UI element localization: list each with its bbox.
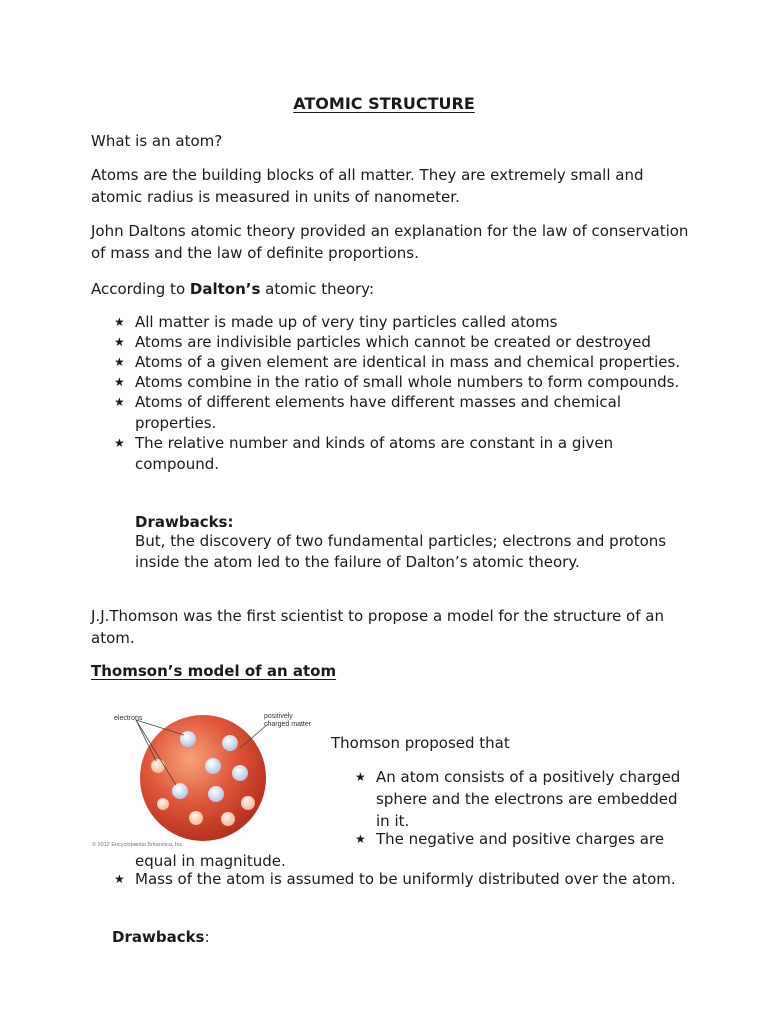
electron bbox=[221, 812, 235, 826]
star-bullet-icon: ★ bbox=[355, 832, 366, 846]
thomson-heading: Thomson’s model of an atom bbox=[91, 662, 337, 680]
electrons-label: electrons bbox=[114, 715, 143, 722]
question-text: What is an atom? bbox=[91, 132, 223, 150]
drawbacks-text: But, the discovery of two fundamental particles; electrons and protons inside the atom led to the failure of Dalton’s atomic theory. bbox=[135, 532, 667, 571]
star-bullet-icon: ★ bbox=[355, 770, 366, 784]
thomson-point2-continued: equal in magnitude. bbox=[135, 852, 286, 870]
drawbacks-heading-2: Drawbacks: bbox=[112, 928, 210, 946]
list-item: ★ All matter is made up of very tiny particles called atoms bbox=[114, 313, 558, 331]
star-bullet-icon: ★ bbox=[114, 315, 125, 329]
electron bbox=[151, 759, 165, 773]
thomson-atom-figure bbox=[88, 706, 328, 854]
electron bbox=[208, 786, 224, 802]
positive-sphere bbox=[140, 715, 266, 841]
electron bbox=[157, 798, 169, 810]
star-bullet-icon: ★ bbox=[114, 436, 125, 450]
star-bullet-icon: ★ bbox=[114, 335, 125, 349]
star-bullet-icon: ★ bbox=[114, 395, 125, 409]
thomson-points-list bbox=[355, 766, 685, 849]
thomson-points-list-2 bbox=[114, 868, 694, 889]
electron bbox=[205, 758, 221, 774]
electron bbox=[241, 796, 255, 810]
positively-label: positively bbox=[264, 713, 293, 720]
list-item: ★ Atoms of a given element are identical in mass and chemical properties. bbox=[114, 353, 681, 371]
list-item: ★ Atoms are indivisible particles which cannot be created or destroyed bbox=[114, 333, 651, 351]
dalton-intro: According to Dalton’s atomic theory: bbox=[91, 280, 375, 298]
star-bullet-icon: ★ bbox=[114, 355, 125, 369]
thomson-intro: J.J.Thomson was the first scientist to propose a model for the structure of an atom. bbox=[91, 607, 664, 647]
charged-matter-label: charged matter bbox=[264, 721, 312, 728]
list-item: ★ Atoms combine in the ratio of small whole numbers to form compounds. bbox=[114, 373, 680, 391]
star-bullet-icon: ★ bbox=[114, 375, 125, 389]
paragraph-dalton-theory: John Daltons atomic theory provided an explanation for the law of conservation of mass and the law of definite proportions. bbox=[91, 222, 689, 262]
paragraph-atoms: Atoms are the building blocks of all matter. They are extremely small and atomic radius is measured in units of nanometer. bbox=[91, 166, 644, 206]
dalton-postulates-list bbox=[114, 312, 694, 474]
page-title: ATOMIC STRUCTURE bbox=[293, 94, 475, 113]
list-item: ★ An atom consists of a positively charged sphere and the electrons are embedded in it. bbox=[355, 768, 681, 830]
electron bbox=[232, 765, 248, 781]
drawbacks-heading: Drawbacks: bbox=[135, 513, 234, 531]
list-item: ★ Mass of the atom is assumed to be uniformly distributed over the atom. bbox=[114, 870, 676, 888]
electron bbox=[222, 735, 238, 751]
list-item: ★ Atoms of different elements have different masses and chemical properties. bbox=[114, 393, 622, 432]
list-item: ★ The relative number and kinds of atoms are constant in a given compound. bbox=[114, 434, 614, 473]
copyright-label: © 2012 Encyclopædia Britannica, Inc. bbox=[92, 842, 184, 848]
electron bbox=[189, 811, 203, 825]
star-bullet-icon: ★ bbox=[114, 872, 125, 886]
electron bbox=[172, 783, 188, 799]
thomson-proposed: Thomson proposed that bbox=[331, 734, 510, 752]
list-item: ★ The negative and positive charges are bbox=[355, 830, 665, 848]
electron bbox=[180, 731, 196, 747]
